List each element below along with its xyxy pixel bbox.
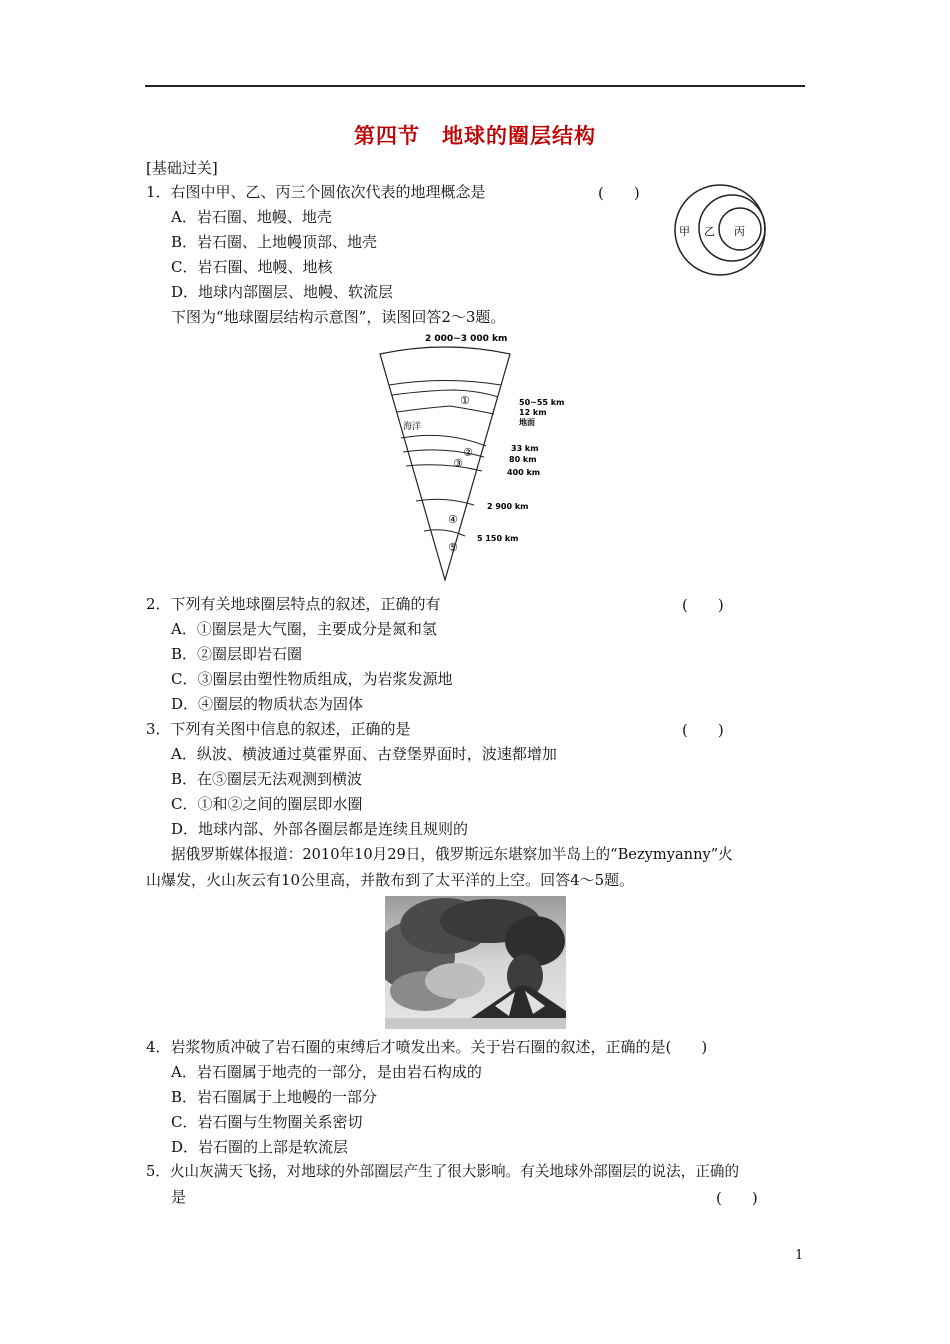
wedge-outline bbox=[380, 347, 510, 580]
layer-1: ① bbox=[460, 394, 470, 407]
page-number: 1 bbox=[795, 1248, 804, 1263]
q1-option-c: C．岩石圈、地幔、地核 bbox=[171, 258, 333, 276]
earth-layers-diagram bbox=[370, 328, 570, 588]
q4-option-a: A．岩石圈属于地壳的一部分，是由岩石构成的 bbox=[171, 1063, 482, 1081]
depth-5150km: 5 150 km bbox=[477, 534, 519, 543]
q3-option-b: B．在⑤圈层无法观测到横波 bbox=[171, 770, 363, 788]
header-rule bbox=[145, 85, 805, 87]
depth-50-55km: 50~55 km bbox=[519, 398, 565, 407]
ground-label: 地面 bbox=[519, 418, 535, 427]
passage-line-1: 据俄罗斯媒体报道：2010年10月29日，俄罗斯远东堪察加半岛上的“Bezymyanny”火 bbox=[171, 846, 733, 863]
q3-option-c: C．①和②之间的圈层即水圈 bbox=[171, 795, 363, 813]
q3-answer-paren: ( ) bbox=[682, 721, 724, 739]
section-label: [基础过关] bbox=[146, 159, 218, 177]
depth-33km: 33 km bbox=[511, 444, 539, 453]
q2-option-a: A．①圈层是大气圈，主要成分是氮和氢 bbox=[171, 620, 437, 638]
passage-line-2: 山爆发，火山灰云有10公里高，并散布到了太平洋的上空。回答4～5题。 bbox=[146, 871, 635, 889]
volcano-photo bbox=[385, 896, 566, 1029]
depth-2900km: 2 900 km bbox=[487, 502, 529, 511]
q1-stem: 1．右图中甲、乙、丙三个圆依次代表的地理概念是 bbox=[146, 183, 486, 201]
depth-12km: 12 km bbox=[519, 408, 547, 417]
depth-80km: 80 km bbox=[509, 455, 537, 464]
q3-option-a: A．纵波、横波通过莫霍界面、古登堡界面时，波速都增加 bbox=[171, 745, 557, 763]
q2-option-c: C．③圈层由塑性物质组成，为岩浆发源地 bbox=[171, 670, 453, 688]
q1-answer-paren: ( ) bbox=[598, 184, 640, 202]
layer-5: ⑤ bbox=[448, 541, 458, 554]
q4-option-c: C．岩石圈与生物圈关系密切 bbox=[171, 1113, 363, 1131]
circles-figure bbox=[670, 180, 780, 280]
q2-option-d: D．④圈层的物质状态为固体 bbox=[171, 695, 364, 713]
circle-label-bing: 丙 bbox=[734, 225, 745, 238]
q3-stem: 3．下列有关图中信息的叙述，正确的是 bbox=[146, 720, 411, 738]
circle-label-jia: 甲 bbox=[679, 225, 690, 238]
q5-stem-line-1: 5．火山灰满天飞扬，对地球的外部圈层产生了很大影响。有关地球外部圈层的说法，正确的 bbox=[146, 1163, 740, 1180]
layer-3: ③ bbox=[453, 457, 463, 470]
q3-option-d: D．地球内部、外部各圈层都是连续且规则的 bbox=[171, 820, 469, 838]
q1-option-d: D．地球内部圈层、地幔、软流层 bbox=[171, 283, 394, 301]
diagram-top-label: 2 000~3 000 km bbox=[425, 334, 508, 344]
q2-answer-paren: ( ) bbox=[682, 596, 724, 614]
q5-stem-line-2: 是 bbox=[171, 1188, 187, 1206]
q2-option-b: B．②圈层即岩石圈 bbox=[171, 645, 303, 663]
circle-label-yi: 乙 bbox=[704, 225, 715, 238]
q4-option-b: B．岩石圈属于上地幔的一部分 bbox=[171, 1088, 378, 1106]
q1-option-a: A．岩石圈、地幔、地壳 bbox=[171, 208, 332, 226]
layer-2: ② bbox=[463, 446, 473, 459]
q4-stem: 4．岩浆物质冲破了岩石圈的束缚后才喷发出来。关于岩石圈的叙述，正确的是( ) bbox=[146, 1038, 708, 1056]
q1-option-b: B．岩石圈、上地幔顶部、地壳 bbox=[171, 233, 378, 251]
intro-2-3: 下图为“地球圈层结构示意图”，读图回答2～3题。 bbox=[171, 308, 506, 326]
layer-4: ④ bbox=[448, 513, 458, 526]
q5-answer-paren: ( ) bbox=[716, 1189, 758, 1207]
q2-stem: 2．下列有关地球圈层特点的叙述，正确的有 bbox=[146, 595, 441, 613]
depth-400km: 400 km bbox=[507, 468, 541, 477]
page-title: 第四节 地球的圈层结构 bbox=[354, 124, 596, 148]
q4-option-d: D．岩石圈的上部是软流层 bbox=[171, 1138, 349, 1156]
ocean-label: 海洋 bbox=[403, 422, 422, 432]
